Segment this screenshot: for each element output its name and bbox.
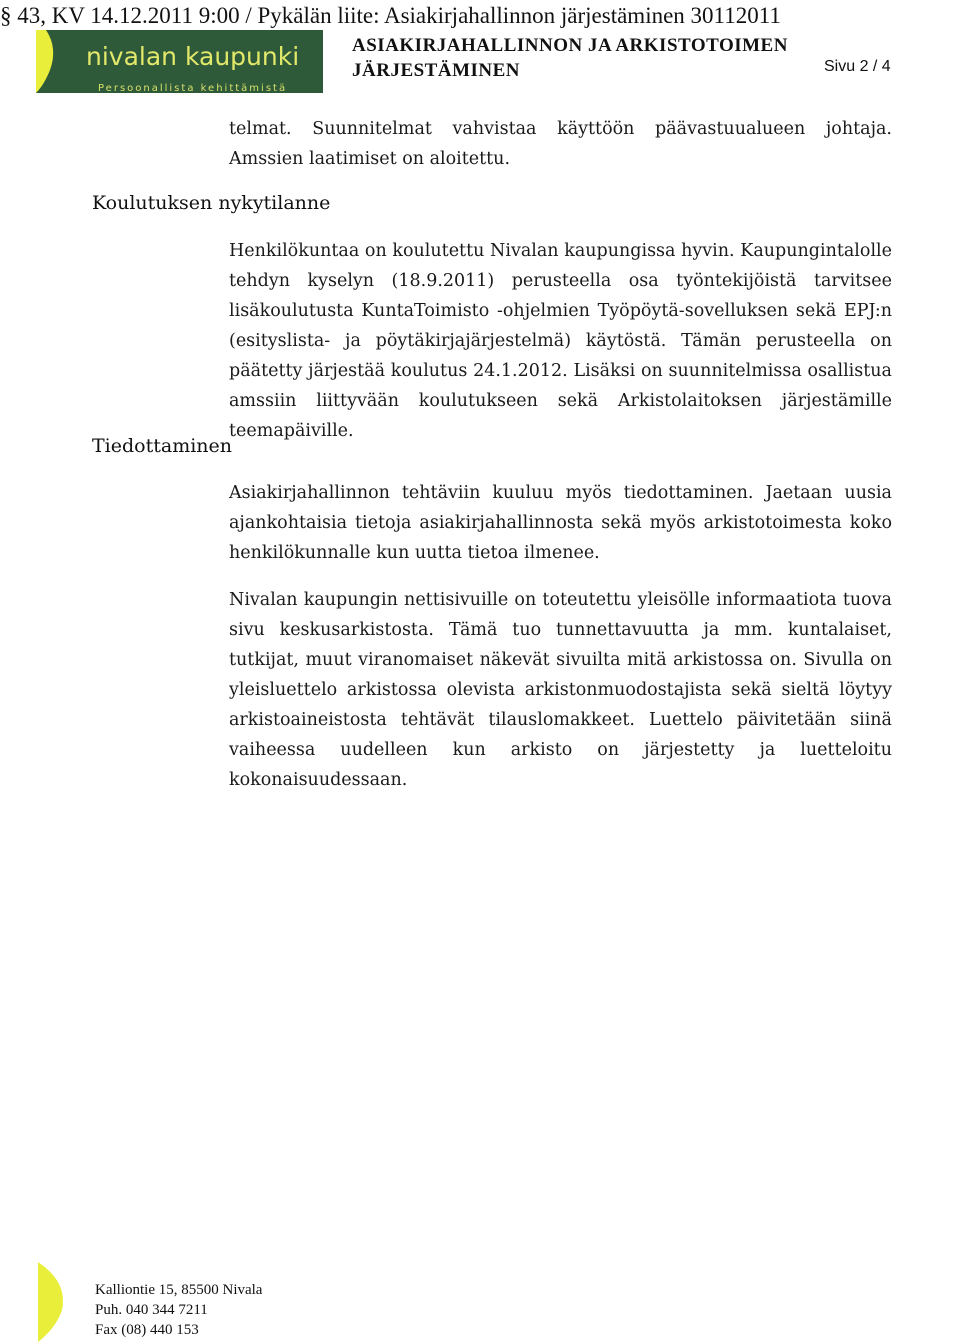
footer-address: Kalliontie 15, 85500 Nivala [95,1282,263,1298]
document-title-line2: JÄRJESTÄMINEN [352,60,521,81]
intro-paragraph: telmat. Suunnitelmat vahvistaa käyttöön päävastuualueen johtaja. Amssien laatimiset on aloitettu. [229,119,892,169]
page-number: Sivu 2 / 4 [824,58,891,75]
training-paragraph: Henkilökuntaa on koulutettu Nivalan kaupungissa hyvin. Kaupungintalolle tehdyn kyselyn (18.9.2011) perusteella osa työntekijöistä tarvitsee lisäkoulutusta KuntaToimisto -ohjelmien Työpöytä-sovelluksen sekä EPJ:n (esityslista- ja pöytäkirjajärjestelmä) käytöstä. Tämän perusteella on päätetty järjestää koulutus 24.1.2012. Lisäksi on suunnitelmissa osallistua amssiin liittyvään koulutukseen sekä Arkistolaitoksen järjestämille teemapäiville. [229,241,892,441]
document-title [352,33,812,83]
footer-phone: Puh. 040 344 7211 [95,1302,208,1318]
communication-paragraph-2: Nivalan kaupungin nettisivuille on toteutettu yleisölle informaatiota tuova sivu keskusarkistosta. Tämä tuo tunnettavuutta ja mm. kuntalaiset, tutkijat, muut viranomaiset näkevät sivuilta mitä arkistossa on. Sivulla on yleisluettelo arkistossa olevista arkistonmuodostajista sekä sieltä löytyy arkistoaineistosta tehtävät tilauslomakkeet. Luettelo päivitetään siinä vaiheessa uudelleen kun arkisto on järjestetty ja luetteloitu kokonaisuudessaan. [229,590,892,790]
footer-fax: Fax (08) 440 153 [95,1322,199,1338]
footer-logo-swoosh-icon [38,1262,70,1342]
footer-contact [95,1280,262,1340]
document-title-line1: ASIAKIRJAHALLINNON JA ARKISTOTOIMEN [352,35,788,56]
section-heading-communication: Tiedottaminen [92,435,233,457]
document-reference-line: § 43, KV 14.12.2011 9:00 / Pykälän liite: Asiakirjahallinnon järjestäminen 30112011 [0,3,781,28]
section-heading-training: Koulutuksen nykytilanne [92,192,331,214]
communication-paragraph-1: Asiakirjahallinnon tehtäviin kuuluu myös tiedottaminen. Jaetaan uusia ajankohtaisia tietoja asiakirjahallinnosta sekä myös arkistotoimesta koko henkilökunnalle kun uutta tietoa ilmenee. [229,483,892,563]
city-logo [36,30,323,93]
logo-tagline: Persoonallista kehittämistä [98,83,288,93]
logo-wordmark: nivalan kaupunki [86,42,300,71]
